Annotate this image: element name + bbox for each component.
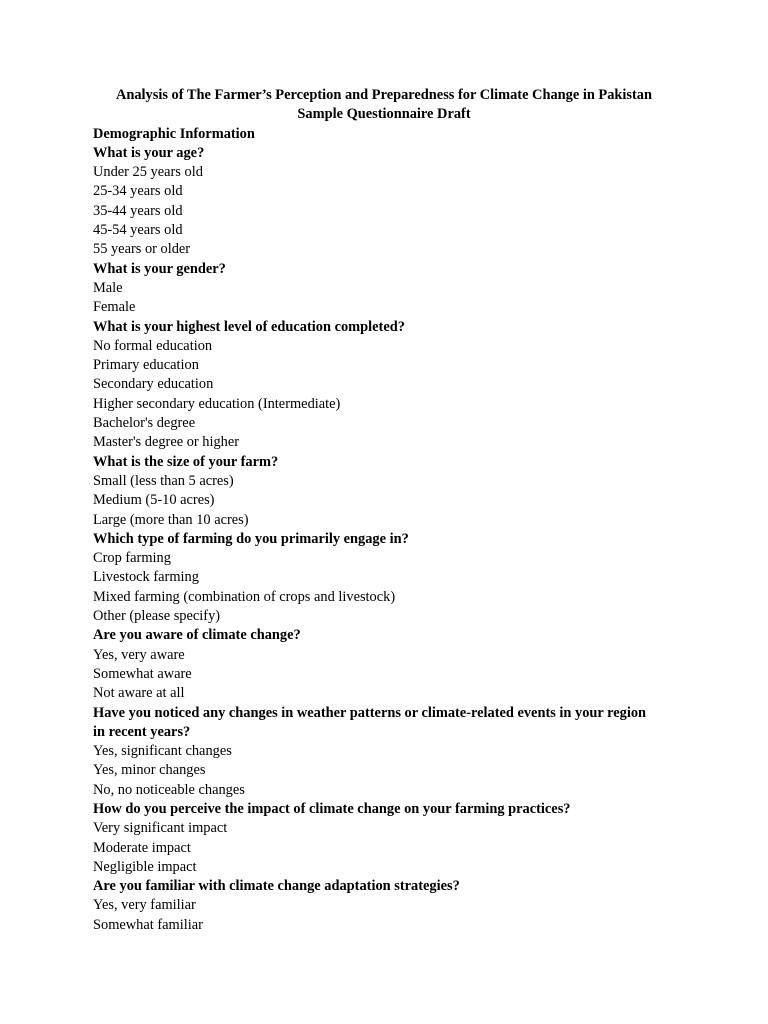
- question-weather-changes: Have you noticed any changes in weather patterns or climate-related events in your region in recent years?: [93, 704, 647, 740]
- answer-option: 45-54 years old: [93, 222, 183, 239]
- answer-option: Livestock farming: [93, 569, 199, 586]
- question-farm-size: What is the size of your farm?: [93, 453, 279, 470]
- answer-option: Somewhat aware: [93, 665, 192, 682]
- answer-option: Yes, very aware: [93, 646, 185, 663]
- answer-option: 55 years or older: [93, 241, 191, 258]
- answer-option: Primary education: [93, 357, 199, 374]
- answer-option: Master's degree or higher: [93, 434, 240, 451]
- question-adaptation-strategies: Are you familiar with climate change adaptation strategies?: [93, 878, 460, 895]
- question-gender: What is your gender?: [93, 260, 226, 277]
- section-heading: Demographic Information: [93, 125, 255, 142]
- question-farming-type: Which type of farming do you primarily engage in?: [93, 530, 409, 547]
- answer-option: Secondary education: [93, 376, 214, 393]
- document-subtitle: Sample Questionnaire Draft: [297, 106, 471, 123]
- answer-option: Small (less than 5 acres): [93, 472, 234, 489]
- answer-option: Crop farming: [93, 550, 171, 567]
- answer-option: Under 25 years old: [93, 164, 203, 181]
- answer-option: 35-44 years old: [93, 202, 183, 219]
- answer-option: Moderate impact: [93, 839, 191, 856]
- answer-option: No, no noticeable changes: [93, 781, 245, 798]
- answer-option: Higher secondary education (Intermediate): [93, 395, 341, 412]
- document-body: [93, 86, 693, 935]
- answer-option: Mixed farming (combination of crops and livestock): [93, 588, 396, 605]
- answer-option: Very significant impact: [93, 820, 228, 837]
- answer-option: Yes, minor changes: [93, 762, 206, 779]
- answer-option: Female: [93, 299, 136, 316]
- answer-option: Yes, very familiar: [93, 897, 196, 914]
- answer-option: Medium (5-10 acres): [93, 492, 215, 509]
- answer-option: Male: [93, 279, 123, 296]
- answer-option: Bachelor's degree: [93, 415, 196, 432]
- answer-option: Large (more than 10 acres): [93, 511, 249, 528]
- answer-option: No formal education: [93, 337, 213, 354]
- question-education: What is your highest level of education completed?: [93, 318, 405, 335]
- answer-option: Not aware at all: [93, 685, 185, 702]
- answer-option: 25-34 years old: [93, 183, 183, 200]
- question-age: What is your age?: [93, 144, 205, 161]
- question-climate-impact: How do you perceive the impact of climate change on your farming practices?: [93, 800, 571, 817]
- answer-option: Yes, significant changes: [93, 743, 232, 760]
- question-climate-awareness: Are you aware of climate change?: [93, 627, 301, 644]
- answer-option: Somewhat familiar: [93, 916, 203, 933]
- document-title: Analysis of The Farmer’s Perception and Preparedness for Climate Change in Pakistan: [115, 87, 653, 103]
- answer-option: Negligible impact: [93, 858, 197, 875]
- answer-option: Other (please specify): [93, 608, 221, 625]
